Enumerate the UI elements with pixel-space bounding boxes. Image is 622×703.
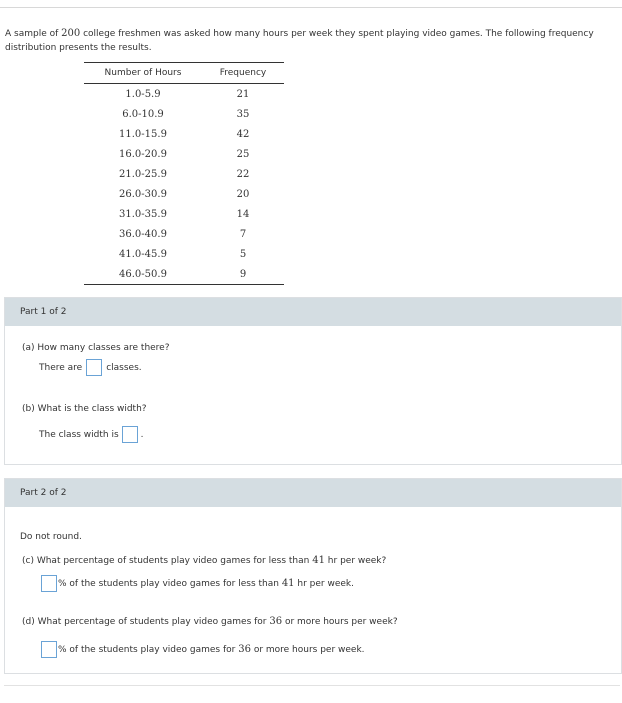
answer-b-suffix: . — [140, 429, 144, 440]
answer-a-row — [39, 359, 142, 376]
part-2-title: Part 2 of 2 — [5, 479, 621, 507]
class-width-input[interactable] — [122, 426, 138, 443]
answer-d-row — [41, 641, 365, 658]
question-a: (a) How many classes are there? — [22, 343, 170, 353]
table-row — [84, 84, 284, 105]
percent-less-than-input[interactable] — [41, 575, 57, 592]
question-c-hours: 41 — [312, 555, 325, 566]
problem-statement — [5, 27, 617, 55]
table-header-row — [84, 63, 284, 84]
hours-cell: 36.0-40.9 — [119, 228, 167, 240]
question-c — [22, 555, 386, 566]
question-d-hours: 36 — [269, 616, 283, 627]
intro-text-end: college freshmen was asked how many hours per week they spent playing video games. The following frequency distribution presents the results. — [5, 29, 594, 53]
percent-or-more-input[interactable] — [41, 641, 57, 658]
frequency-cell: 20 — [236, 188, 250, 200]
hours-cell: 21.0-25.9 — [119, 168, 167, 180]
table-row — [84, 184, 284, 204]
answer-a-suffix: classes. — [106, 362, 142, 373]
answer-c-hours: 41 — [281, 578, 295, 589]
answer-c-text-end: hr per week. — [294, 579, 354, 589]
answer-b-prefix: The class width is — [39, 429, 119, 440]
part-1-panel — [4, 297, 622, 465]
sample-size: 200 — [61, 28, 81, 39]
table-row — [84, 204, 284, 224]
hours-cell: 41.0-45.9 — [119, 248, 167, 260]
hours-cell: 16.0-20.9 — [119, 148, 167, 160]
hours-cell: 26.0-30.9 — [119, 188, 167, 200]
answer-d-hours: 36 — [238, 644, 251, 655]
frequency-cell: 22 — [236, 168, 250, 180]
classes-count-input[interactable] — [86, 359, 102, 376]
answer-a-prefix: There are — [39, 362, 83, 373]
answer-c-text — [58, 578, 354, 589]
bottom-divider — [4, 685, 620, 686]
answer-d-text — [58, 644, 365, 655]
frequency-cell: 42 — [236, 128, 250, 140]
question-b: (b) What is the class width? — [22, 404, 147, 414]
top-divider — [0, 7, 622, 8]
question-d-text-start: (d) What percentage of students play video games for — [22, 617, 270, 627]
hours-cell: 1.0-5.9 — [125, 88, 161, 100]
table-row — [84, 104, 284, 124]
frequency-cell: 5 — [239, 248, 247, 260]
table-row — [84, 224, 284, 244]
table-row — [84, 264, 284, 285]
answer-c-row — [41, 575, 354, 592]
answer-d-text-end: or more hours per week. — [250, 645, 365, 655]
frequency-cell: 35 — [236, 108, 250, 120]
question-d-text-end: or more hours per week? — [282, 617, 398, 627]
question-d — [22, 616, 398, 627]
answer-b-row — [39, 426, 144, 443]
hours-cell: 6.0-10.9 — [122, 108, 164, 120]
answer-d-text-start: % of the students play video games for — [58, 645, 239, 655]
intro-text-start: A sample of — [5, 29, 62, 39]
part-2-panel — [4, 478, 622, 674]
header-hours: Number of Hours — [84, 63, 202, 84]
part-1-title: Part 1 of 2 — [5, 298, 621, 326]
table-row — [84, 164, 284, 184]
frequency-cell: 9 — [202, 264, 284, 285]
table-row — [84, 244, 284, 264]
frequency-cell: 14 — [236, 208, 250, 220]
hours-cell: 46.0-50.9 — [84, 264, 202, 285]
frequency-table — [84, 62, 284, 285]
hours-cell: 31.0-35.9 — [119, 208, 167, 220]
hours-cell: 11.0-15.9 — [119, 128, 167, 140]
question-c-text-end: hr per week? — [324, 556, 387, 566]
table-row — [84, 144, 284, 164]
frequency-cell: 25 — [236, 148, 250, 160]
answer-c-text-start: % of the students play video games for less than — [58, 579, 282, 589]
header-frequency: Frequency — [202, 63, 284, 84]
table-row — [84, 124, 284, 144]
frequency-cell: 21 — [236, 88, 250, 100]
question-c-text-start: (c) What percentage of students play video games for less than — [22, 556, 313, 566]
frequency-cell: 7 — [239, 228, 247, 240]
rounding-note: Do not round. — [20, 532, 82, 542]
